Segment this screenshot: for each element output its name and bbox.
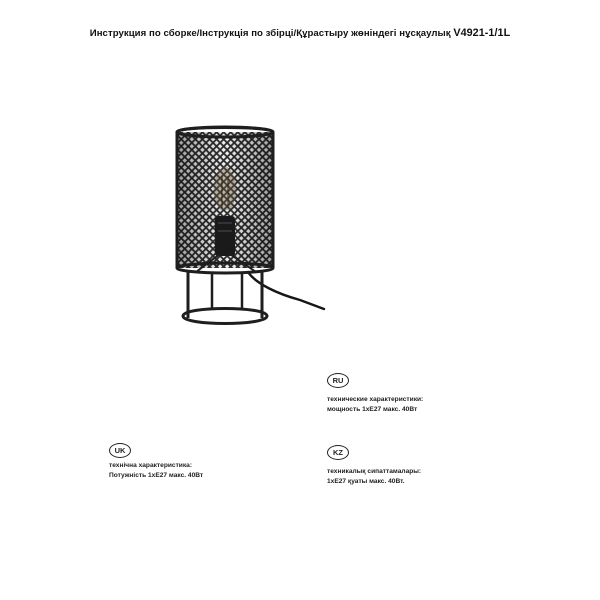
spec-kz	[327, 467, 421, 486]
document-title	[0, 27, 600, 39]
spec-ru	[327, 395, 423, 414]
spec-uk-line: Потужність 1хЕ27 макс. 40Вт	[109, 471, 204, 479]
spec-kz-line: 1хЕ27 қуаты макс. 40Вт.	[327, 477, 405, 485]
badge-uk: UK	[109, 443, 131, 458]
spec-uk-heading: технічна характеристика:	[109, 462, 193, 469]
spec-ru-line: мощность 1хЕ27 макс. 40Вт	[327, 405, 418, 413]
badge-kz: KZ	[327, 445, 349, 460]
power-cable	[248, 272, 324, 309]
badge-ru: RU	[327, 373, 349, 388]
base-ring	[183, 309, 267, 324]
spec-uk	[109, 461, 203, 480]
spec-ru-heading: технические характеристики:	[327, 396, 424, 403]
spec-kz-heading: техникалық сипаттамалары:	[327, 468, 422, 475]
model-number: V4921-1/1L	[453, 27, 511, 39]
title-text: Инструкция по сборке/Інструкція по збірці/Құрастыру жөніндегі нұсқаулық	[89, 28, 451, 39]
lamp-product-image	[160, 118, 340, 338]
